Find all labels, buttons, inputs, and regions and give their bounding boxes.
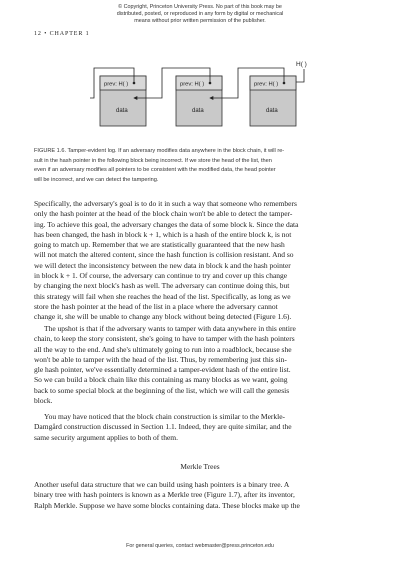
text-line: Another useful data structure that we can build using hash pointers is a binary tree. A xyxy=(34,480,290,489)
copyright-line: distributed, posted, or reproduced in any form by digital or mechanical xyxy=(116,11,284,17)
text-line: all the way to the end. And she's ultimately going to run into a roadblock, because she xyxy=(34,344,292,354)
block-2 xyxy=(176,76,222,126)
text-line: in block k + 1. Of course, the adversary can continue to try and cover up this change xyxy=(34,271,288,281)
block-2-data-label: data xyxy=(192,108,204,114)
text-line: Specifically, the adversary's goal is to do it in such a way that someone who remembers xyxy=(34,199,297,208)
text-line: has been changed, the hash in block k + 1, which is a hash of the entire block k, is not xyxy=(34,229,292,239)
section-heading: Merkle Trees xyxy=(180,462,220,471)
text-line: same security argument applies to both of them. xyxy=(34,432,178,442)
block-2-pointer-label: prev: H( ) xyxy=(180,81,205,88)
text-line: ing. To achieve this goal, the adversary changes the data of some block k. Since the data xyxy=(34,219,299,229)
text-line: block. xyxy=(34,396,53,406)
text-line: won't be able to tamper with the head of the list. Thus, by remembering just this sin- xyxy=(34,354,287,364)
running-head: 12 • CHAPTER 1 xyxy=(34,31,90,37)
block-chain-figure xyxy=(90,52,326,140)
caption-line: sult in the hash pointer in the following block being incorrect. If we store the head of the list, then xyxy=(34,157,272,164)
paragraph-4 xyxy=(34,480,366,511)
figure-caption xyxy=(34,147,366,186)
copyright-notice xyxy=(0,4,400,25)
text-line: binary tree with hash pointers is known as a Merkle tree (Figure 1.7), after its inventor, xyxy=(34,490,295,500)
text-line: will not match the altered content, since the hash function is collision resistant. And so xyxy=(34,250,294,260)
text-line: by changing the next block's hash as well. The adversary can continue doing this, but xyxy=(34,281,290,291)
caption-line: FIGURE 1.6. Tamper-evident log. If an adversary modifies data anywhere in the block chain, it will re- xyxy=(34,148,285,154)
block-1 xyxy=(100,76,146,126)
caption-line: will be incorrect, and we can detect the tampering. xyxy=(34,177,159,184)
copyright-line: means without prior written permission of the publisher. xyxy=(134,18,266,24)
text-line: this strategy will fail when she reaches the head of the list. Specifically, as long as we xyxy=(34,291,291,301)
text-line: So we can build a block chain like this containing as many blocks as we want, going xyxy=(34,375,288,385)
text-line: we will detect the inconsistency between the new data in block k and the hash pointer xyxy=(34,260,291,270)
head-hash-label: H( ) xyxy=(296,61,307,68)
text-line: chain, to keep the story consistent, she's going to have to tamper with the hash pointers xyxy=(34,334,295,344)
paragraph-2 xyxy=(34,324,366,406)
footer-contact: For general queries, contact webmaster@press.princeton.edu xyxy=(126,543,274,549)
text-line: going to match up. Remember that we are statistically guaranteed that the new hash xyxy=(34,240,285,250)
text-line: Damgård construction discussed in Section 1.1. Indeed, they are quite similar, and the xyxy=(34,422,292,432)
text-line: The upshot is that if the adversary wants to tamper with data anywhere in this entire xyxy=(44,324,296,333)
block-3 xyxy=(250,76,296,126)
text-line: only the hash pointer at the head of the block chain won't be able to detect the tamper- xyxy=(34,209,293,219)
block-1-data-label: data xyxy=(116,108,128,114)
text-line: gle hash pointer, we've essentially determined a tamper-evident hash of the entire list. xyxy=(34,365,291,375)
caption-line: even if an adversary modifies all pointers to be consistent with the modified data, the head pointer xyxy=(34,167,276,174)
block-3-data-label: data xyxy=(266,108,278,114)
text-line: store the hash pointer at the head of the list in a place where the adversary cannot xyxy=(34,301,278,311)
text-line: Ralph Merkle. Suppose we have some blocks containing data. These blocks make up the xyxy=(34,500,300,510)
copyright-line: © Copyright, Princeton University Press. No part of this book may be xyxy=(118,4,282,10)
text-line: change it, she will be unable to change any block without being detected (Figure 1.6). xyxy=(34,312,292,322)
paragraph-3 xyxy=(34,412,366,443)
block-1-pointer-label: prev: H( ) xyxy=(104,81,129,88)
text-line: back to some special block at the beginning of the list, which we will call the genesis xyxy=(34,385,290,395)
text-line: You may have noticed that the block chain construction is similar to the Merkle- xyxy=(44,412,286,421)
block-3-pointer-label: prev: H( ) xyxy=(254,81,279,88)
paragraph-1 xyxy=(34,199,366,323)
